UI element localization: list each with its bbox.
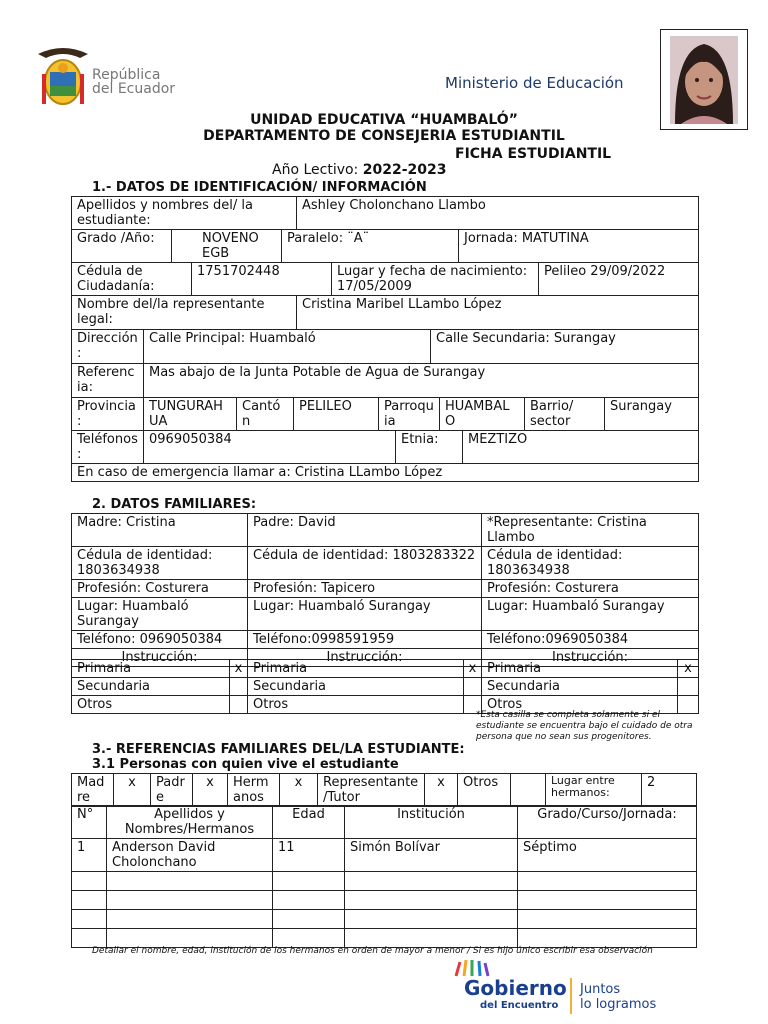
s1-row-cedula (71, 262, 699, 296)
vive-padre-label: Padre (151, 774, 193, 807)
ano-label: Año Lectivo: (272, 162, 363, 178)
lugar-madre: Lugar: Huambaló Surangay (72, 598, 248, 631)
table-row (72, 891, 697, 910)
lugar-entre-value: 2 (642, 774, 697, 807)
otros-representante: Otros (482, 696, 678, 714)
telefono-madre: Teléfono: 0969050384 (72, 631, 248, 649)
canton-value: PELILEO (294, 398, 379, 431)
section2-heading: 2. DATOS FAMILIARES: (92, 497, 257, 512)
col-n: N° (72, 806, 107, 839)
title-departamento: DEPARTAMENTO DE CONSEJERIA ESTUDIANTIL (203, 128, 565, 144)
etnia-label: Etnia: (396, 431, 463, 464)
republica-line2: del Ecuador (92, 81, 176, 97)
grado-label: Grado /Año: (72, 230, 172, 263)
vive-madre-mark: x (114, 774, 151, 807)
col-edad: Edad (273, 806, 345, 839)
cedula-representante: Cédula de identidad: 1803634938 (482, 547, 699, 580)
vive-representante-mark: x (425, 774, 458, 807)
secundaria-padre: Secundaria (248, 678, 464, 696)
referencia-label: Referencia: (72, 364, 144, 398)
primaria-representante-mark: x (678, 660, 699, 678)
instruccion-representante: Instrucción: (482, 649, 699, 667)
referencia-value: Mas abajo de la Junta Potable de Agua de Surangay (144, 364, 699, 398)
profesion-padre: Profesión: Tapicero (248, 580, 482, 598)
table-row (72, 929, 697, 948)
grado-value: NOVENO EGB (172, 230, 282, 263)
ecuador-coat-of-arms-logo (34, 44, 92, 110)
cedula-madre: Cédula de identidad: 1803634938 (72, 547, 248, 580)
title-unidad: UNIDAD EDUCATIVA “HUAMBALÓ” (250, 112, 518, 128)
telefono-value: 0969050384 (144, 431, 396, 464)
otros-padre: Otros (248, 696, 464, 714)
telefono-padre: Teléfono:0998591959 (248, 631, 482, 649)
row-nombre: Anderson David Cholonchano (107, 839, 273, 872)
cedula-label: Cédula de Ciudadanía: (72, 263, 192, 296)
s3-vive-con-table (71, 773, 697, 807)
etnia-value: MEZTIZO (463, 431, 699, 464)
footer-divider (570, 978, 572, 1014)
row-edad: 11 (273, 839, 345, 872)
nombres-label: Apellidos y nombres del/ la estudiante: (72, 197, 297, 230)
paralelo: Paralelo: ¨A¨ (282, 230, 459, 263)
telefono-representante: Teléfono:0969050384 (482, 631, 699, 649)
parroquia-value: HUAMBALO (440, 398, 525, 431)
gobierno-encuentro-logo (444, 958, 566, 1016)
profesion-representante: Profesión: Costurera (482, 580, 699, 598)
secundaria-padre-mark (464, 678, 482, 696)
representante-value: Cristina Maribel LLambo López (297, 296, 699, 330)
vive-padre-mark: x (193, 774, 228, 807)
lugar-padre: Lugar: Huambaló Surangay (248, 598, 482, 631)
section3-heading: 3.- REFERENCIAS FAMILIARES DEL/LA ESTUDIANTE: (92, 742, 465, 757)
instruccion-madre: Instrucción: (72, 649, 248, 667)
title-ficha: FICHA ESTUDIANTIL (455, 146, 612, 162)
ministerio-label: Ministerio de Educación (445, 74, 624, 92)
vive-hermanos-mark: x (280, 774, 318, 807)
table-row (72, 872, 697, 891)
section2-footnote: *Esta casilla se completa solamente si el estudiante se encuentra bajo el cuidado de otra persona que no sean sus progenitores. (476, 710, 693, 742)
provincia-value: TUNGURAHUA (144, 398, 237, 431)
secundaria-madre-mark (230, 678, 248, 696)
row-grado: Séptimo (518, 839, 697, 872)
s1-row-grado (71, 229, 699, 263)
s2-instruccion-table (71, 659, 699, 714)
secundaria-representante-mark (678, 678, 699, 696)
row-institucion: Simón Bolívar (345, 839, 518, 872)
canton-label: Cantón (237, 398, 294, 431)
col-nombres: Apellidos y Nombres/Hermanos (107, 806, 273, 839)
otros-madre-mark (230, 696, 248, 714)
section1-heading: 1.- DATOS DE IDENTIFICACIÓN/ INFORMACIÓN (92, 180, 427, 195)
col-institucion: Institución (345, 806, 518, 839)
cedula-value: 1751702448 (192, 263, 332, 296)
row-n: 1 (72, 839, 107, 872)
s1-row-provincia (71, 397, 699, 431)
emergencia-contact: En caso de emergencia llamar a: Cristina LLambo López (72, 464, 699, 482)
secundaria-representante: Secundaria (482, 678, 678, 696)
barrio-label: Barrio/ sector (525, 398, 605, 431)
parroquia-label: Parroquia (379, 398, 440, 431)
ano-lectivo (272, 162, 446, 178)
juntos-text: Juntos (580, 982, 621, 997)
s1-row-nombres (71, 196, 699, 230)
calle-secundaria: Calle Secundaria: Surangay (431, 330, 699, 364)
otros-madre: Otros (72, 696, 230, 714)
primaria-padre: Primaria (248, 660, 464, 678)
pelileo-fecha: Pelileo 29/09/2022 (539, 263, 699, 296)
col-grado: Grado/Curso/Jornada: (518, 806, 697, 839)
representante-cell: *Representante: Cristina Llambo (482, 514, 699, 547)
s3-hermanos-table (71, 805, 697, 948)
lugar-entre-label: Lugar entre hermanos: (546, 774, 642, 807)
instruccion-padre: Instrucción: (248, 649, 482, 667)
republica-line1: República (92, 67, 161, 83)
padre-cell: Padre: David (248, 514, 482, 547)
cedula-padre: Cédula de identidad: 1803283322 (248, 547, 482, 580)
lugar-fecha: Lugar y fecha de nacimiento: 17/05/2009 (332, 263, 539, 296)
lugar-representante: Lugar: Huambaló Surangay (482, 598, 699, 631)
vive-representante-label: Representante/Tutor (318, 774, 425, 807)
section3-subheading: 3.1 Personas con quien vive el estudiante (92, 757, 399, 772)
secundaria-madre: Secundaria (72, 678, 230, 696)
table-row (72, 910, 697, 929)
vive-otros-mark (511, 774, 546, 807)
s1-row-emergencia (71, 463, 699, 482)
table-row (72, 839, 697, 872)
s1-row-representante (71, 295, 699, 330)
telefono-label: Teléfonos: (72, 431, 144, 464)
vive-otros-label: Otros (458, 774, 511, 807)
calle-principal: Calle Principal: Huambaló (144, 330, 431, 364)
provincia-label: Provincia: (72, 398, 144, 431)
ano-value: 2022-2023 (362, 162, 447, 178)
madre-cell: Madre: Cristina (72, 514, 248, 547)
representante-label: Nombre del/la representante legal: (72, 296, 297, 330)
primaria-madre-mark: x (230, 660, 248, 678)
s1-row-telefono (71, 430, 699, 464)
del-encuentro-text: del Encuentro (480, 1000, 559, 1011)
jornada: Jornada: MATUTINA (459, 230, 699, 263)
lo-logramos-text: lo logramos (580, 997, 657, 1012)
primaria-madre: Primaria (72, 660, 230, 678)
profesion-madre: Profesión: Costurera (72, 580, 248, 598)
barrio-value: Surangay (605, 398, 699, 431)
direccion-label: Dirección: (72, 330, 144, 364)
vive-madre-label: Madre (72, 774, 114, 807)
vive-hermanos-label: Hermanos (228, 774, 280, 807)
s2-parents-table (71, 513, 699, 667)
primaria-representante: Primaria (482, 660, 678, 678)
s1-row-referencia (71, 363, 699, 398)
nombres-value: Ashley Cholonchano Llambo (297, 197, 699, 230)
primaria-padre-mark: x (464, 660, 482, 678)
s1-row-direccion (71, 329, 699, 364)
gobierno-text: Gobierno (464, 976, 567, 1000)
section3-footnote: Detallar el nombre, edad, institución de los hermanos en orden de mayor a menor / Si es hijo único escribir esa observación (92, 946, 653, 956)
